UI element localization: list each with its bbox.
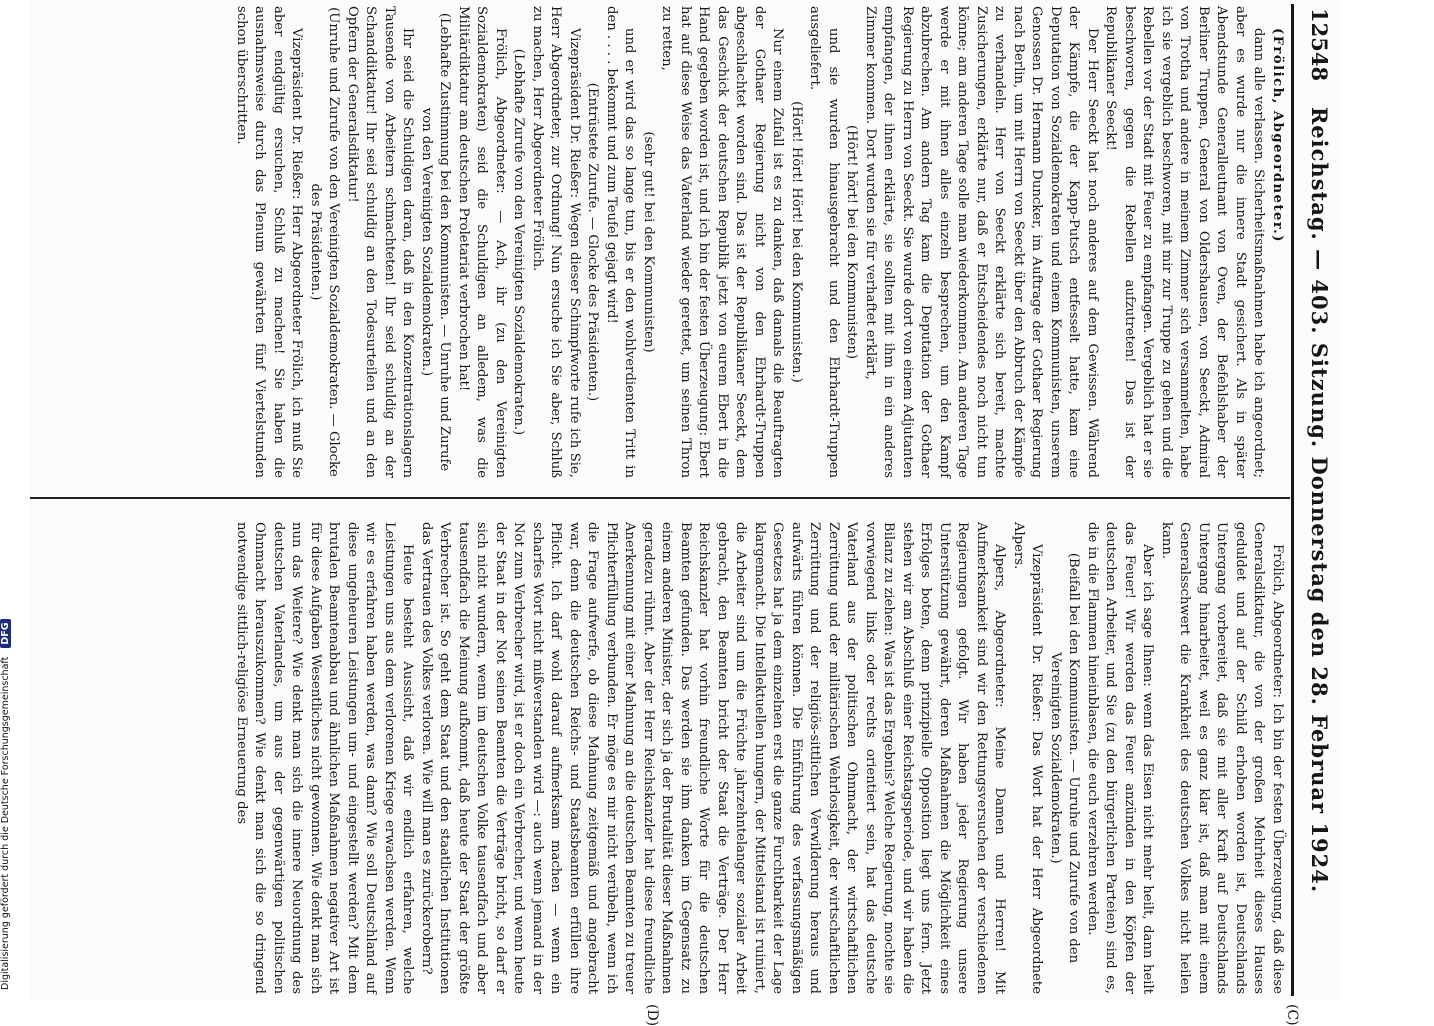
margin-mark-d: (D) [644, 1004, 660, 1026]
paragraph [454, 6, 510, 478]
digitization-credit [0, 0, 16, 1000]
paragraph [343, 6, 417, 478]
paragraph-text: Alpers, Abgeordneter: Meine Damen und Herren! Mit Aufmerksamkeit sind wir den Rettungsversuchen der verschiedenen Regierungen gefolgt. Wir haben jeder Regierung unsere Unterstützung gewährt, deren Maßnahmen die Möglichkeit eines Erfolges boten, denn prinzipielle Opposition liegt uns fern. Jetzt stehen wir am Abschluß einer Reichstagsperiode, und wir haben die Bilanz zu ziehen: Was ist das Ergebnis? Welche Regierung, mochte sie vorwiegend links oder rechts orientiert sein, hat das deutsche Vaterland aus der politischen Ohnmacht, der wirtschaftlichen Zerrüttung und der militärischen Wehrlosigkeit, der wirtschaftlichen Zerrüttung und der religiös-sittlichen Verwilderung heraus und aufwärts führen können. Die Einführung des verfassungsmäßigen Gesetzes hat ja dem einzelnen erst die ganze Furchtbarkeit der Lage klargemacht. Die Intellektuellen hungern, der Mittelstand ist ruiniert, die Arbeiter sind um die Früchte jahrzehntelanger sozialer Arbeit gebracht, den Beamten bricht der Staat die Verträge. Der Herr Reichskanzler hat vorhin freundliche Worte für die deutschen Beamten gefunden. Das werden sie ihm danken im Gegensatz zu einem anderen Minister, der sich ja der Brutalität dieser Maßnahmen geradezu rühmt. Aber der Herr Reichskanzler hat diese freundliche Anerkennung mit einer Mahnung an die deutschen Beamten zu treuer Pflichterfüllung verbunden. Er möge es mir nicht verübeln, wenn ich die Frage aufwerfe, ob diese Mahnung zeitgemäß und angebracht war, denn die deutschen Reichs- und Staatsbeamten erfüllen ihre Pflicht. Ich darf wohl darauf aufmerksam machen — wenn ein scharfes Wort nicht mißverstanden wird —: auch wenn jemand in der Not zum Verbrecher wird, ist er doch ein Verbrecher, und wenn heute der Staat in der Not seinen Beamten die Verträge bricht, so darf er sich nicht wundern, wenn im deutschen Volke tausendfach und aber tausendfach die Meinung aufkommt, daß heute der Staat der größte Verbrecher ist. So geht dem Staat und den staatlichen Institutionen das Vertrauen des Volkes verloren. Wie will man es zurückerobern? [419, 522, 1008, 994]
paragraph [232, 522, 417, 994]
stage-direction [306, 6, 343, 478]
paragraph-text: Frölich, Abgeordneter: — Ach, ihr (zu den Vereinigten Sozialdemokraten) seid die Schuldigen an alledem, was die Militärdiktatur am deutschen Proletariat verbrochen hat! [456, 6, 508, 478]
stage-direction [787, 6, 806, 478]
paragraph-text: Vizepräsident Dr. Rießer: Wegen dieser Schimpfworte rufe ich Sie, Herr Abgeordneter, zur Ordnung! Nun ersuche ich Sie aber, Schluß zu machen, Herr Abgeordneter Frölich. [530, 6, 582, 478]
paragraph-text: dann alle verlassen. Sicherheitsmaßnahmen habe ich angeordnet; aber es wurde nur die innere Stadt gesichert. Als in später Abendstunde Generalleutnant von Oven, der Befehlshaber der Berliner Truppen, General von Oldershausen, von Seeckt, Admiral von Trotha und andere in meinem Zimmer sich versammelten, habe ich sie vergeblich beschworen, mit mir zur Truppe zu gehen und die Rebellen vor der Stadt mit Feuer zu empfangen. Vergeblich hat er sie beschworen, gegen die Rebellen aufzutreten! Das ist der Republikaner Seeckt! [1103, 6, 1267, 478]
paragraph-text: Frölich, Abgeordneter: Ich bin der festen Überzeugung, daß diese Generalsdiktatur, die von der großen Mehrheit dieses Hauses geduldet und auf der Schild erhoben worden ist, Deutschlands Untergang vorbereitet, daß sie mit aller Kraft auf Deutschlands Untergang hinarbeitet, weil es ganz klar ist, daß man mit einem Generalsschwert die Krankheit des deutschen Volkes nicht heilen kann. [1159, 522, 1285, 994]
column-separator [30, 497, 1290, 499]
paragraph-text: (Entrüstete Zurufe. — Glocke des Präsidenten.) [585, 82, 601, 402]
margin-mark-c: (C) [1284, 1004, 1300, 1026]
paragraph [417, 522, 1009, 994]
paragraph-text: Vizepräsident Dr. Rießer: Das Wort hat der Herr Abgeordnete Alpers. [1011, 522, 1045, 994]
page-number: 12548 [1307, 8, 1332, 82]
paragraph-text: (Hört! hört! bei den Kommunisten) [844, 125, 860, 359]
paragraph [1009, 522, 1046, 994]
paragraph-text: Heute besteht Aussicht, daß wir endlich erfahren, welche Leistungen uns aus dem verlorenen Kriege erwachsen werden. Wenn wir es erfahren haben werden, was dann? Wie soll Deutschland auf diese ungeheuren Leistungen um- und eingestellt werden? Mit dem brutalen Beamtenabbau und ähnlichen Maßnahmen negativer Art ist für diese Aufgaben Wesentliches nicht gewonnen. Wie denkt man sich nun das Weitere? Wie denkt man sich die innere Neuordnung des deutschen Vaterlandes, um aus der gegenwärtigen politischen Ohnmacht herauszukommen? Wie denkt man sich die so dringend notwendige sittlich-religiöse Erneuerung des [234, 522, 416, 994]
speaker-label: (Frölich, Abgeordneter.) [1270, 28, 1285, 243]
paragraph-text: Ihr seid die Schuldigen daran, daß in den Konzentrationslagern Tausende von Arbeitern schmachteten! Ihr seid schuldig an der Schanddiktatur! Ihr seid schuldig an den Todesurteilen und an den Opfern der Generalsdiktatur! [345, 6, 416, 478]
stage-direction [1046, 522, 1083, 994]
stage-direction [639, 6, 658, 478]
paragraph-text: (Beifall bei den Kommunisten. — Unruhe und Zurufe von den Vereinigten Sozialdemokraten.) [1048, 552, 1082, 964]
right-column [232, 522, 1287, 994]
paragraph [861, 6, 1102, 478]
paragraph-text: Nur einem Zufall ist es zu danken, daß damals die Beauftragten der Gothaer Regierung nicht von den Ehrhardt-Truppen abgeschlachtet worden sind. Das ist der Republikaner Seeckt, dem das Geschick der deutschen Republik jetzt von eurem Ebert in die Hand gegeben worden ist, und ich bin der festen Überzeugung: Ebert hat auf diese Weise das Vaterland wieder gerettet, um seinen Thron zu retten, [659, 6, 786, 478]
paragraph-text: (sehr gut! bei den Kommunisten) [641, 131, 656, 353]
paragraph-text: und er wird das so lange tun, bis er den wohlverdienten Tritt in den . . . . bekommt und zum Teufel gejagt wird! [604, 6, 638, 478]
running-title: Reichstag. — 403. Sitzung. Donnerstag den 28. Februar 1924. [1307, 106, 1332, 894]
paragraph [657, 6, 787, 478]
paragraph-text: Vizepräsident Dr. Rießer: Herr Abgeordneter Frölich, ich muß Sie aber endgültig ersuchen, Schluß zu machen! Sie haben die ausnahmsweise durch das Plenum gewährten fünf Viertelstunden schon überschritten. [234, 6, 305, 478]
stage-direction [509, 6, 528, 478]
paragraph [1157, 522, 1287, 994]
stage-direction [842, 6, 861, 478]
paragraph-text: und sie wurden hinausgebracht und den Ehrhardt-Truppen ausgeliefert. [807, 6, 841, 478]
paragraph [602, 6, 639, 478]
stage-direction [583, 6, 602, 478]
paragraph [232, 6, 306, 478]
reichstag-protocol-page [30, 0, 1340, 1026]
header-rule [1291, 4, 1294, 996]
paragraph [805, 6, 842, 478]
paragraph-text: (Lebhafte Zustimmung bei den Kommunisten. — Unruhe und Zurufe von den Vereinigten Sozialdemokraten.) [419, 12, 453, 472]
page-header [1296, 0, 1334, 1000]
paragraph [1268, 6, 1287, 478]
dfg-logo: DFG [0, 619, 11, 647]
left-column [232, 6, 1287, 478]
paragraph [1101, 6, 1268, 478]
paragraph [528, 6, 584, 478]
stage-direction [417, 6, 454, 478]
paragraph-text: Der Herr Seeckt hat noch anderes auf dem Gewissen. Während der Kämpfe, die der Kapp-Putsch entfesselt hatte, kam eine Deputation von Sozialdemokraten und einem Kommunisten, unserem Genossen Dr. Hermann Duncker, im Auftrage der Gothaer Regierung nach Berlin, um mit Herrn von Seeckt über den Abbruch der Kämpfe zu verhandeln. Herr von Seeckt erklärte sich bereit, machte Zusicherungen, erklärte nur, daß er Entscheidendes noch nicht tun könne; am anderen Tage solle man wiederkommen. Am anderen Tage werde er mit ihnen alles einzeln besprechen, um den Kampf abzubrechen. Am andern Tag kam die Deputation der Gothaer Regierung zu Herrn von Seeckt. Sie wurde dort von einem Adjutanten empfangen, der ihnen erklärte, sie sollten mit ihm in ein anderes Zimmer kommen. Dort wurden sie für verhaftet erklärt, [863, 6, 1100, 478]
paragraph-text: (Lebhafte Zurufe von den Vereinigten Sozialdemokraten.) [511, 48, 527, 436]
paragraph-text: Aber ich sage Ihnen: wenn das Eisen nicht mehr heilt, dann heilt das Feuer! Wir werden das Feuer anzünden in den Köpfen der deutschen Arbeiter, und Sie (zu den bürgerlichen Parteien) sind es, die in die Flammen hineinblasen, die euch verzehren werden. [1085, 522, 1156, 994]
paragraph-text: (Hört! Hört! Hört! bei den Kommunisten.) [789, 101, 804, 383]
paragraph [1083, 522, 1157, 994]
paragraph-text: (Unruhe und Zurufe von den Vereinigten Sozialdemokraten. — Glocke des Präsidenten.) [308, 7, 342, 477]
credit-text: Digitalisierung gefördert durch die Deutsche Forschungsgemeinschaft [0, 656, 11, 990]
